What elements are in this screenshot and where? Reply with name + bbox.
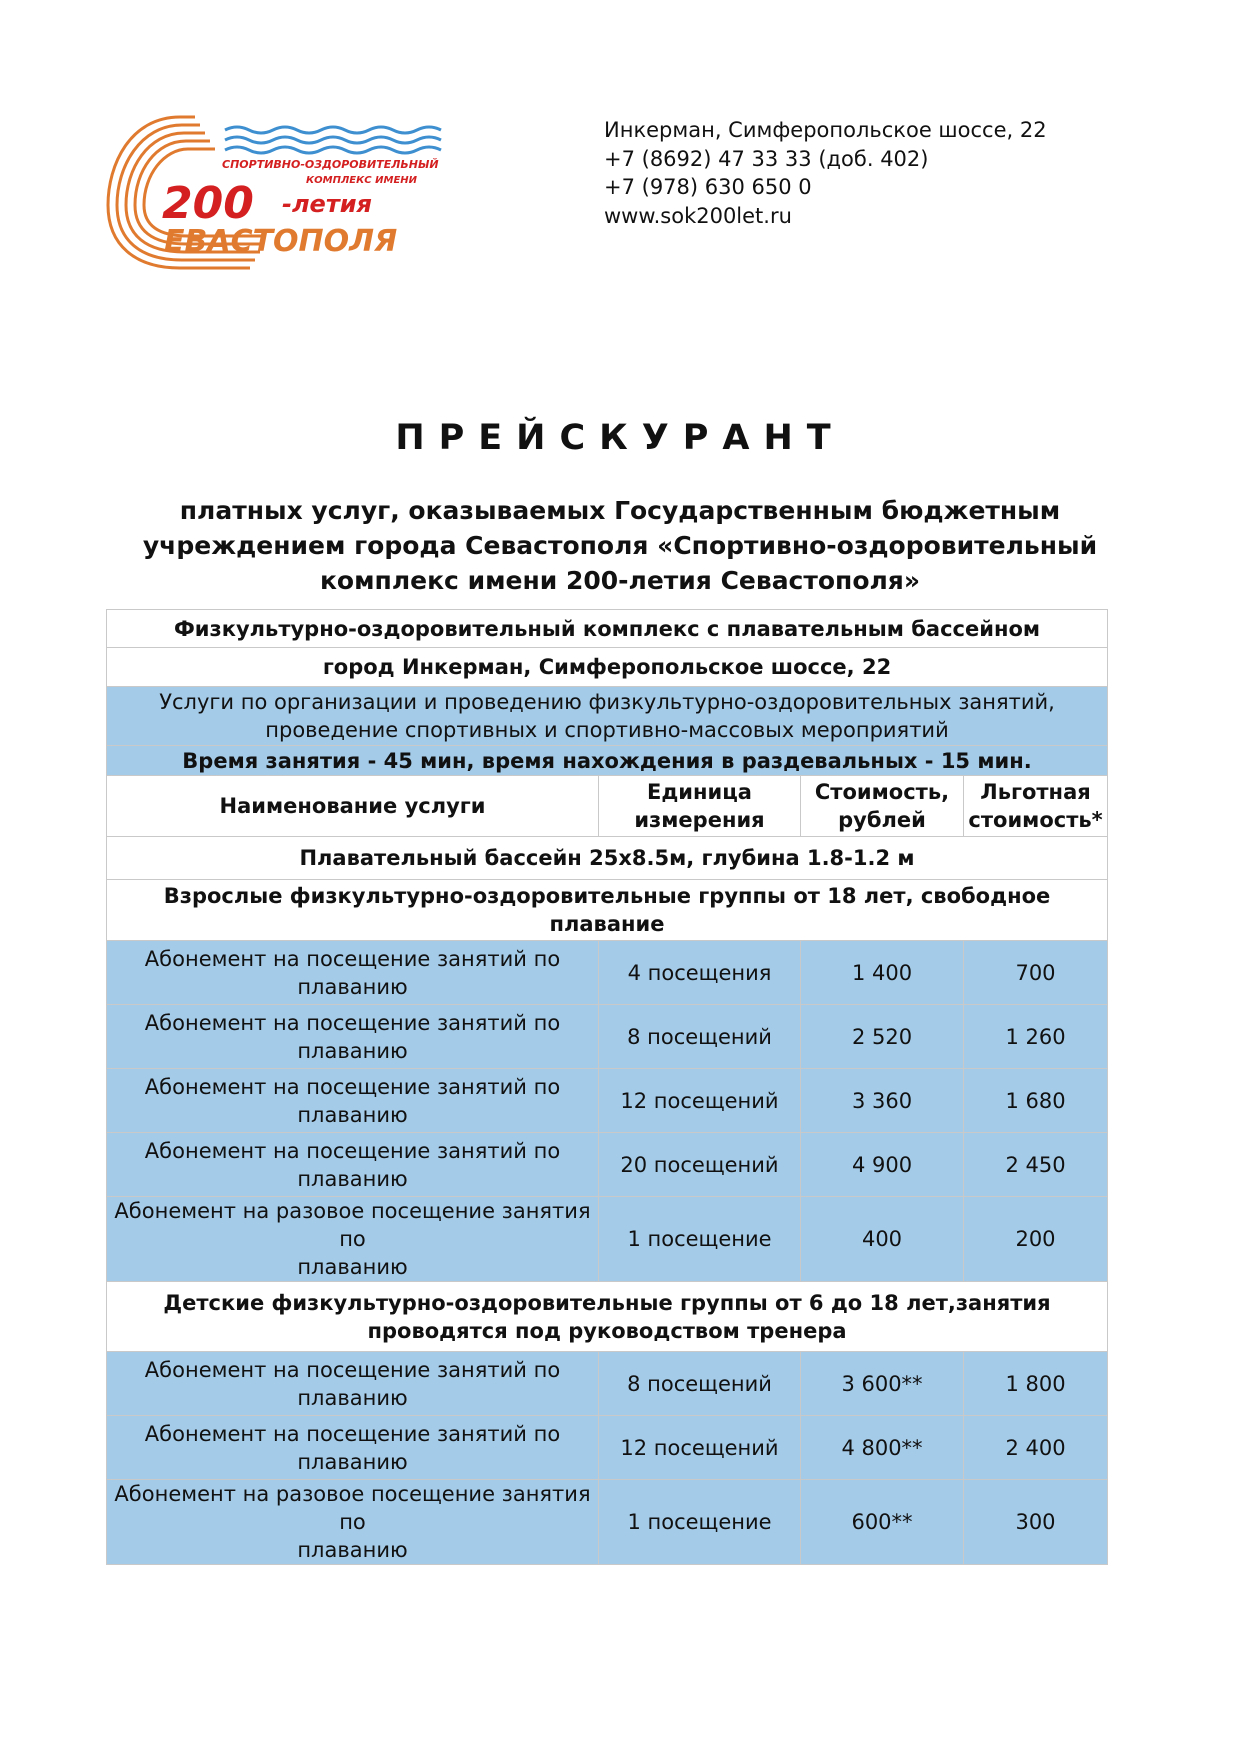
unit-cell: 12 посещений [599, 1416, 801, 1480]
unit-cell: 1 посещение [599, 1480, 801, 1565]
column-header-price [801, 776, 964, 837]
header-text: Единица [647, 780, 752, 804]
discount-cell: 2 450 [964, 1133, 1108, 1197]
subtitle-line: комплекс имени 200-летия Севастополя» [319, 566, 921, 595]
pool-header: Плавательный бассейн 25х8.5м, глубина 1.8-1.2 м [107, 837, 1108, 880]
child-group-header [107, 1282, 1108, 1352]
logo-graphic [100, 105, 445, 275]
wave-line [225, 137, 441, 143]
logo-text-line1: СПОРТИВНО-ОЗДОРОВИТЕЛЬНЫЙ [222, 158, 439, 171]
discount-cell: 700 [964, 941, 1108, 1005]
discount-cell: 1 800 [964, 1352, 1108, 1416]
service-name-cell [107, 1069, 599, 1133]
location-header: город Инкерман, Симферопольское шоссе, 22 [107, 648, 1108, 687]
unit-cell: 12 посещений [599, 1069, 801, 1133]
unit-cell: 8 посещений [599, 1352, 801, 1416]
unit-cell: 8 посещений [599, 1005, 801, 1069]
column-header-name: Наименование услуги [107, 776, 599, 837]
price-cell: 4 900 [801, 1133, 964, 1197]
table-row [107, 648, 1108, 687]
service-name: Абонемент на разовое посещение занятия по [114, 1199, 591, 1251]
header-text: стоимость* [968, 808, 1103, 832]
table-row [107, 1480, 1108, 1565]
table-row [107, 610, 1108, 648]
service-name: Абонемент на посещение занятий по [144, 1357, 561, 1382]
service-name: плаванию [297, 1538, 408, 1562]
service-name-cell [107, 1133, 599, 1197]
contact-phone: +7 (8692) 47 33 33 (доб. 402) [604, 146, 929, 171]
table-row [107, 1133, 1108, 1197]
column-header-unit [599, 776, 801, 837]
table-row [107, 1005, 1108, 1069]
service-name: Абонемент на посещение занятий по [144, 946, 561, 971]
time-note: Время занятия - 45 мин, время нахождения в раздевальных - 15 мин. [107, 746, 1108, 776]
page-title: ПРЕЙСКУРАНТ [395, 418, 845, 458]
service-name: Абонемент на посещение занятий по [144, 1138, 561, 1163]
service-name-cell [107, 1480, 599, 1565]
price-cell: 4 800** [801, 1416, 964, 1480]
service-name: плаванию [297, 1255, 408, 1279]
service-name: плаванию [297, 1038, 408, 1063]
unit-cell: 1 посещение [599, 1197, 801, 1282]
service-name: плаванию [297, 1166, 408, 1191]
group-header-line: Детские физкультурно-оздоровительные группы от 6 до 18 лет,занятия [163, 1290, 1051, 1315]
adult-group-header: Взрослые физкультурно-оздоровительные группы от 18 лет, свободное плавание [107, 880, 1108, 941]
table-row [107, 746, 1108, 776]
price-cell: 400 [801, 1197, 964, 1282]
header-text: Льготная [980, 780, 1091, 804]
price-cell: 600** [801, 1480, 964, 1565]
unit-cell: 20 посещений [599, 1133, 801, 1197]
price-table [106, 609, 1108, 1565]
services-line: проведение спортивных и спортивно-массовых мероприятий [265, 718, 949, 742]
service-name: Абонемент на посещение занятий по [144, 1421, 561, 1446]
wave-line [225, 127, 441, 133]
subtitle-line: платных услуг, оказываемых Государственным бюджетным [179, 496, 1061, 525]
service-name-cell [107, 941, 599, 1005]
discount-cell: 300 [964, 1480, 1108, 1565]
service-name: плаванию [297, 1449, 408, 1474]
header-text: рублей [838, 808, 926, 832]
service-name: Абонемент на посещение занятий по [144, 1010, 561, 1035]
service-name: плаванию [297, 974, 408, 999]
price-cell: 3 360 [801, 1069, 964, 1133]
logo-waves [225, 127, 441, 153]
price-cell: 2 520 [801, 1005, 964, 1069]
subtitle-line: учреждением города Севастополя «Спортивно-оздоровительный [142, 531, 1098, 560]
header-text: Стоимость, [814, 780, 950, 804]
logo [100, 105, 445, 275]
table-row [107, 837, 1108, 880]
table-row [107, 880, 1108, 941]
discount-cell: 1 680 [964, 1069, 1108, 1133]
discount-cell: 2 400 [964, 1416, 1108, 1480]
services-header [107, 687, 1108, 746]
header-text: измерения [634, 808, 765, 832]
discount-cell: 1 260 [964, 1005, 1108, 1069]
table-row [107, 1352, 1108, 1416]
service-name: плаванию [297, 1102, 408, 1127]
contacts-block [604, 116, 1047, 230]
price-cell: 3 600** [801, 1352, 964, 1416]
group-header-line: проводятся под руководством тренера [367, 1318, 847, 1343]
logo-suffix: -летия [282, 190, 372, 218]
price-cell: 1 400 [801, 941, 964, 1005]
column-header-discount [964, 776, 1108, 837]
facility-header: Физкультурно-оздоровительный комплекс с плавательным бассейном [107, 610, 1108, 648]
column-headers-row [107, 776, 1108, 837]
logo-city: ЕВАСТОПОЛЯ [164, 224, 398, 259]
table-row [107, 941, 1108, 1005]
services-line: Услуги по организации и проведению физкультурно-оздоровительных занятий, [159, 690, 1055, 714]
unit-cell: 4 посещения [599, 941, 801, 1005]
wave-line [225, 147, 441, 153]
service-name: плаванию [297, 1385, 408, 1410]
service-name: Абонемент на разовое посещение занятия по [114, 1482, 591, 1534]
service-name: Абонемент на посещение занятий по [144, 1074, 561, 1099]
table-row [107, 1197, 1108, 1282]
contact-website: www.sok200let.ru [604, 203, 792, 228]
logo-number: 200 [162, 178, 254, 229]
contact-address: Инкерман, Симферопольское шоссе, 22 [604, 118, 1047, 142]
discount-cell: 200 [964, 1197, 1108, 1282]
table-row [107, 687, 1108, 746]
contact-phone: +7 (978) 630 650 0 [604, 175, 812, 199]
service-name-cell [107, 1352, 599, 1416]
table-row [107, 1069, 1108, 1133]
service-name-cell [107, 1005, 599, 1069]
service-name-cell [107, 1197, 599, 1282]
page-subtitle [100, 493, 1140, 598]
table-row [107, 1282, 1108, 1352]
service-name-cell [107, 1416, 599, 1480]
table-row [107, 1416, 1108, 1480]
logo-text-line2: КОМПЛЕКС ИМЕНИ [306, 175, 418, 186]
